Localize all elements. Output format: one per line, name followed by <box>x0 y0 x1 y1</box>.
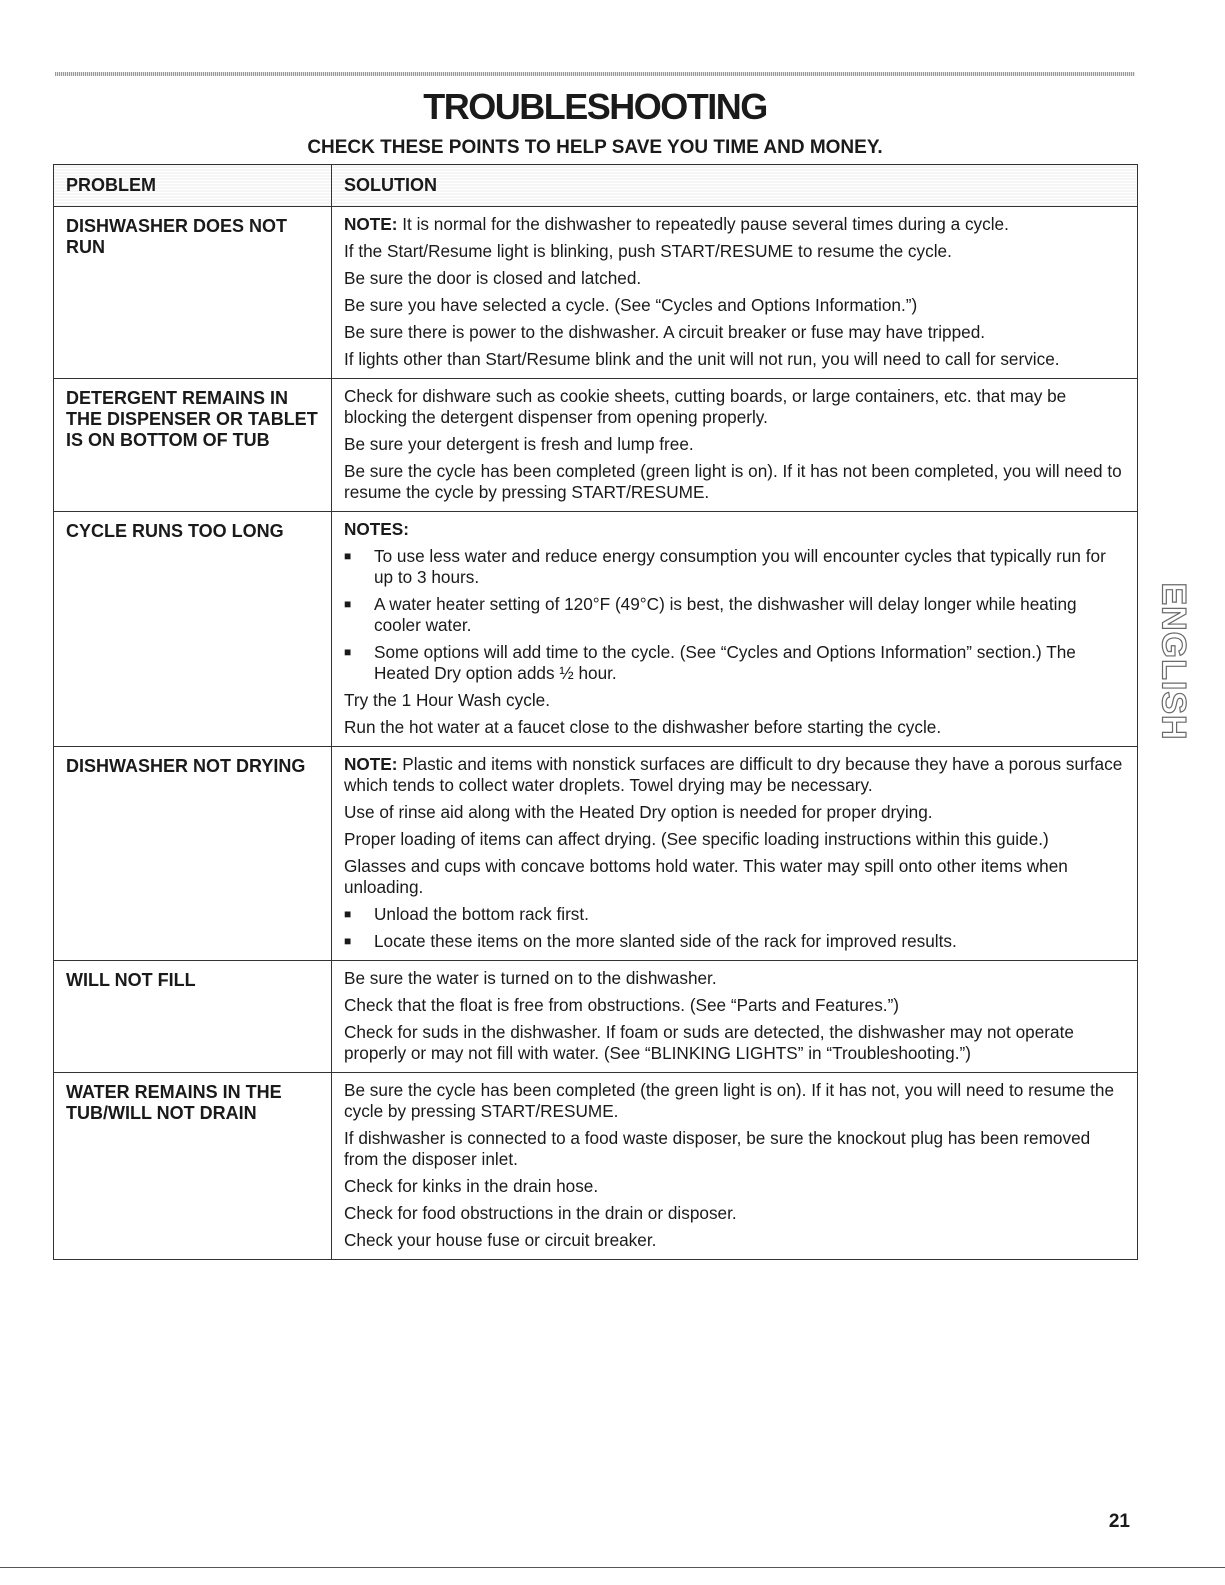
solution-bullet-item <box>344 931 1125 952</box>
table-row <box>54 747 1138 961</box>
solution-text: Use of rinse aid along with the Heated Dry option is needed for proper drying. <box>344 802 933 822</box>
solution-text: Check that the float is free from obstructions. (See “Parts and Features.”) <box>344 995 900 1015</box>
solution-line <box>344 717 1125 738</box>
solution-text: Run the hot water at a faucet close to the dishwasher before starting the cycle. <box>344 717 942 737</box>
problem-cell: WILL NOT FILL <box>54 961 332 1073</box>
solution-line <box>344 968 1125 989</box>
troubleshooting-table <box>53 164 1138 1260</box>
bullet-square-icon: ■ <box>344 934 352 948</box>
problem-cell: DISHWASHER DOES NOT RUN <box>54 207 332 379</box>
solution-text: If lights other than Start/Resume blink and the unit will not run, you will need to call for service. <box>344 349 1060 369</box>
language-side-tab <box>1154 562 1193 760</box>
solution-line <box>344 519 1125 540</box>
language-tab-label: ENGLISH <box>1154 581 1193 741</box>
solution-line <box>344 1080 1125 1122</box>
problem-column-header: PROBLEM <box>54 165 332 207</box>
table-row <box>54 512 1138 747</box>
solution-text: Be sure you have selected a cycle. (See “Cycles and Options Information.”) <box>344 295 918 315</box>
solution-line <box>344 690 1125 711</box>
solution-cell <box>332 961 1138 1073</box>
solution-text: Check for food obstructions in the drain or disposer. <box>344 1203 737 1223</box>
solution-cell <box>332 747 1138 961</box>
solution-text: Be sure your detergent is fresh and lump free. <box>344 434 694 454</box>
note-label: NOTE: <box>344 214 398 234</box>
top-dotted-rule <box>55 72 1135 76</box>
solution-line <box>344 461 1125 503</box>
solution-line <box>344 295 1125 316</box>
bottom-rule <box>0 1567 1225 1568</box>
solution-line <box>344 802 1125 823</box>
solution-line <box>344 434 1125 455</box>
solution-text: Be sure there is power to the dishwasher. A circuit breaker or fuse may have tripped. <box>344 322 986 342</box>
solution-line <box>344 856 1125 898</box>
solution-line <box>344 754 1125 796</box>
page-title: TROUBLESHOOTING <box>423 86 767 127</box>
bullet-text: A water heater setting of 120°F (49°C) is best, the dishwasher will delay longer while heating cooler water. <box>374 594 1077 635</box>
solution-column-header: SOLUTION <box>332 165 1138 207</box>
solution-line <box>344 1230 1125 1251</box>
solution-line <box>344 386 1125 428</box>
solution-text: If dishwasher is connected to a food waste disposer, be sure the knockout plug has been removed from the disposer inlet. <box>344 1128 1091 1169</box>
problem-cell: DISHWASHER NOT DRYING <box>54 747 332 961</box>
note-label: NOTES: <box>344 519 409 539</box>
solution-text: Check for dishware such as cookie sheets, cutting boards, or large containers, etc. that may be blocking the detergent dispenser from opening properly. <box>344 386 1067 427</box>
solution-bullet-item <box>344 594 1125 636</box>
solution-line <box>344 322 1125 343</box>
solution-text: Check your house fuse or circuit breaker. <box>344 1230 657 1250</box>
solution-text: Check for kinks in the drain hose. <box>344 1176 599 1196</box>
solution-line <box>344 349 1125 370</box>
solution-text: Be sure the cycle has been completed (the green light is on). If it has not, you will need to resume the cycle by pressing START/RESUME. <box>344 1080 1115 1121</box>
bullet-text: Locate these items on the more slanted side of the rack for improved results. <box>374 931 957 951</box>
bullet-text: Some options will add time to the cycle. (See “Cycles and Options Information” section.) The Heated Dry option adds ½ hour. <box>374 642 1076 683</box>
solution-line <box>344 995 1125 1016</box>
bullet-square-icon: ■ <box>344 549 352 563</box>
solution-bullet-item <box>344 546 1125 588</box>
table-row <box>54 379 1138 512</box>
solution-cell <box>332 207 1138 379</box>
table-row <box>54 207 1138 379</box>
solution-line <box>344 1203 1125 1224</box>
solution-bullet-item <box>344 642 1125 684</box>
solution-text: Plastic and items with nonstick surfaces are difficult to dry because they have a porous surface which tends to collect water droplets. Towel drying may be necessary. <box>344 754 1123 795</box>
solution-line <box>344 214 1125 235</box>
solution-line <box>344 1128 1125 1170</box>
solution-text: Be sure the door is closed and latched. <box>344 268 642 288</box>
solution-text: It is normal for the dishwasher to repeatedly pause several times during a cycle. <box>397 214 1009 234</box>
bullet-text: To use less water and reduce energy consumption you will encounter cycles that typically run for up to 3 hours. <box>374 546 1106 587</box>
table-header-row <box>54 165 1138 207</box>
problem-cell: DETERGENT REMAINS IN THE DISPENSER OR TABLET IS ON BOTTOM OF TUB <box>54 379 332 512</box>
table-row <box>54 1073 1138 1260</box>
solution-text: If the Start/Resume light is blinking, push START/RESUME to resume the cycle. <box>344 241 952 261</box>
page-number: 21 <box>1108 1511 1130 1532</box>
solution-cell <box>332 1073 1138 1260</box>
solution-text: Try the 1 Hour Wash cycle. <box>344 690 550 710</box>
solution-text: Glasses and cups with concave bottoms hold water. This water may spill onto other items when unloading. <box>344 856 1068 897</box>
solution-line <box>344 829 1125 850</box>
note-label: NOTE: <box>344 754 398 774</box>
solution-line <box>344 1022 1125 1064</box>
bullet-square-icon: ■ <box>344 645 352 659</box>
solution-text: Check for suds in the dishwasher. If foam or suds are detected, the dishwasher may not operate properly or may not fill with water. (See “BLINKING LIGHTS” in “Troubleshooting.”) <box>344 1022 1074 1063</box>
solution-bullet-item <box>344 904 1125 925</box>
solution-line <box>344 241 1125 262</box>
bullet-text: Unload the bottom rack first. <box>374 904 589 924</box>
bullet-square-icon: ■ <box>344 597 352 611</box>
problem-cell: WATER REMAINS IN THE TUB/WILL NOT DRAIN <box>54 1073 332 1260</box>
solution-cell <box>332 512 1138 747</box>
solution-cell <box>332 379 1138 512</box>
solution-line <box>344 268 1125 289</box>
page-subtitle: CHECK THESE POINTS TO HELP SAVE YOU TIME AND MONEY. <box>307 137 883 158</box>
solution-text: Be sure the cycle has been completed (green light is on). If it has not been completed, you will need to resume the cycle by pressing START/RESUME. <box>344 461 1122 502</box>
problem-cell: CYCLE RUNS TOO LONG <box>54 512 332 747</box>
solution-text: Be sure the water is turned on to the dishwasher. <box>344 968 717 988</box>
solution-line <box>344 1176 1125 1197</box>
table-row <box>54 961 1138 1073</box>
solution-text: Proper loading of items can affect drying. (See specific loading instructions within this guide.) <box>344 829 1049 849</box>
bullet-square-icon: ■ <box>344 907 352 921</box>
